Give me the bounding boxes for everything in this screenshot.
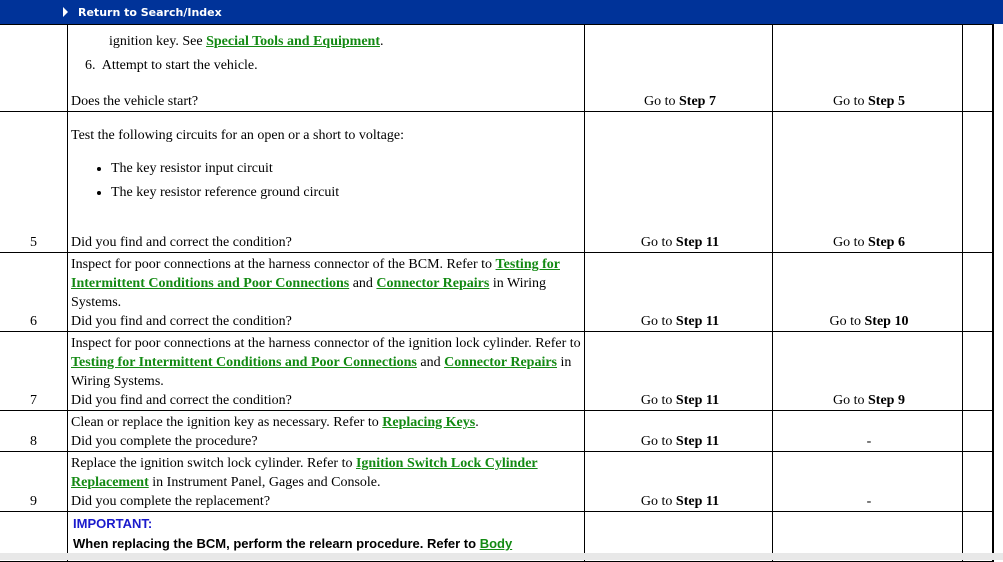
yes-cell: Go to Step 7 (585, 25, 773, 112)
action-cell: Clean or replace the ignition key as necessary. Refer to Replacing Keys. Did you complete the procedure? (68, 411, 585, 452)
circuit-list (71, 157, 584, 205)
yes-cell: Go to Step 11 (585, 452, 773, 512)
testing-intermittent-link[interactable]: Testing for Intermittent Conditions and Poor Connections (71, 355, 417, 370)
question-text: Does the vehicle start? (71, 94, 199, 109)
table-row (0, 253, 993, 332)
goto-step-link[interactable]: Step 9 (868, 393, 905, 408)
table-row (0, 112, 993, 253)
important-note: When replacing the BCM, perform the relearn procedure. Refer to Body (73, 536, 513, 551)
bottom-edge-bar (0, 553, 1003, 560)
no-cell: Go to Step 10 (773, 253, 963, 332)
testing-intermittent-link[interactable]: Testing for Intermittent Conditions and Poor Connections (71, 257, 560, 291)
list-item: • The key resistor input circuit (111, 157, 584, 181)
important-label: IMPORTANT: (73, 516, 153, 531)
yes-cell: Go to Step 11 (585, 112, 773, 253)
question-text: Did you complete the replacement? (71, 494, 271, 509)
goto-step-link[interactable]: Step 7 (679, 94, 716, 109)
goto-step-link[interactable]: Step 11 (675, 314, 720, 329)
step-number-cell: 8 (0, 411, 68, 452)
table-row (0, 411, 993, 452)
no-cell: - (773, 452, 963, 512)
no-cell: Go to Step 9 (773, 332, 963, 411)
lock-cylinder-replacement-link[interactable]: Ignition Switch Lock Cylinder Replacement (71, 456, 538, 490)
no-cell: - (773, 411, 963, 452)
body-control-link[interactable]: Body (479, 536, 513, 551)
action-cell: Replace the ignition switch lock cylinder. Refer to Ignition Switch Lock Cylinder Replacement in Instrument Panel, Gages and Console. Did you complete the replacement? (68, 452, 585, 512)
goto-step-link[interactable]: Step 11 (675, 235, 720, 250)
step-number-cell: 5 (0, 112, 68, 253)
table-row (0, 452, 993, 512)
table-row (0, 25, 993, 112)
table-row (0, 332, 993, 411)
goto-step-link[interactable]: Step 10 (864, 314, 909, 329)
no-cell: Go to Step 5 (773, 25, 963, 112)
question-text: Did you find and correct the condition? (71, 235, 292, 250)
blank-cell (963, 25, 993, 112)
action-intro: Test the following circuits for an open or a short to voltage: (71, 128, 404, 143)
question-text: Did you find and correct the condition? (71, 314, 292, 329)
connector-repairs-link[interactable]: Connector Repairs (444, 355, 558, 370)
goto-step-link[interactable]: Step 6 (868, 235, 905, 250)
yes-cell: Go to Step 11 (585, 411, 773, 452)
yes-cell: Go to Step 11 (585, 332, 773, 411)
special-tools-link[interactable]: Special Tools and Equipment (206, 34, 380, 49)
goto-step-link[interactable]: Step 5 (868, 94, 905, 109)
step-number-cell: 9 (0, 452, 68, 512)
question-text: Did you complete the procedure? (71, 434, 258, 449)
list-item: 6. Attempt to start the vehicle. (85, 58, 258, 73)
blank-cell (963, 411, 993, 452)
goto-step-link[interactable]: Step 11 (675, 494, 720, 509)
blank-cell (963, 452, 993, 512)
connector-repairs-link[interactable]: Connector Repairs (376, 276, 490, 291)
no-cell: Go to Step 6 (773, 112, 963, 253)
action-cell (68, 25, 585, 112)
continuation-line: ignition key. See Special Tools and Equipment. (109, 34, 384, 49)
action-cell: Inspect for poor connections at the harness connector of the BCM. Refer to Testing for Intermittent Conditions and Poor Connections and Connector Repairs in Wiring Systems. Did you find and correct the condition? (68, 253, 585, 332)
triangle-right-icon (63, 7, 68, 17)
replacing-keys-link[interactable]: Replacing Keys (382, 415, 476, 430)
goto-step-link[interactable]: Step 11 (675, 434, 720, 449)
goto-step-link[interactable]: Step 11 (675, 393, 720, 408)
blank-cell (963, 253, 993, 332)
return-to-search-link[interactable] (0, 0, 1003, 24)
step-number-cell (0, 25, 68, 112)
yes-cell: Go to Step 11 (585, 253, 773, 332)
step-number-cell: 7 (0, 332, 68, 411)
step-number-cell: 6 (0, 253, 68, 332)
question-text: Did you find and correct the condition? (71, 393, 292, 408)
blank-cell (963, 332, 993, 411)
diagnostic-table (0, 24, 994, 562)
action-cell: Inspect for poor connections at the harness connector of the ignition lock cylinder. Refer to Testing for Intermittent Conditions and Poor Connections and Connector Repairs in Wiring Systems. Did you find and correct the condition? (68, 332, 585, 411)
blank-cell (963, 112, 993, 253)
action-cell (68, 112, 585, 253)
list-item: • The key resistor reference ground circuit (111, 181, 584, 205)
return-to-search-label: Return to Search/Index (78, 5, 222, 19)
